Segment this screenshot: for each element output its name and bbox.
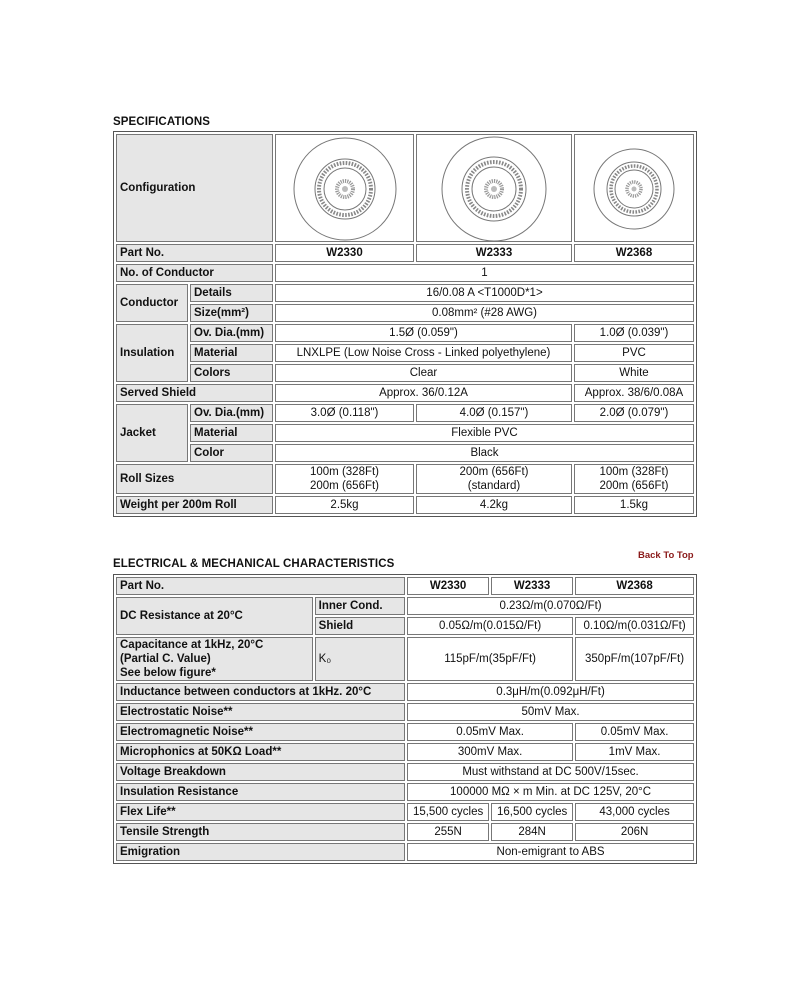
jacket-color-label: Color (190, 444, 273, 462)
flex-life-w2333: 16,500 cycles (491, 803, 573, 821)
k0-label: K₀ (315, 637, 405, 681)
capacitance-value-b: 350pF/m(107pF/Ft) (575, 637, 694, 681)
jacket-color-value: Black (275, 444, 694, 462)
capacitance-value-a: 115pF/m(35pF/Ft) (407, 637, 573, 681)
cable-cross-section-w2330 (275, 134, 414, 242)
inductance-value: 0.3μH/m(0.092μH/Ft) (407, 683, 694, 701)
microphonics-label: Microphonics at 50KΩ Load** (116, 743, 405, 761)
no-of-conductor-row (116, 264, 694, 282)
voltage-breakdown-row (116, 763, 694, 781)
capacitance-label-line2: (Partial C. Value) (120, 653, 211, 665)
electromagnetic-label: Electromagnetic Noise** (116, 723, 405, 741)
electrostatic-row (116, 703, 694, 721)
insulation-od-value-a: 1.5Ø (0.059") (275, 324, 572, 342)
microphonics-row (116, 743, 694, 761)
electromagnetic-row (116, 723, 694, 741)
configuration-label: Configuration (116, 134, 273, 242)
shield-value-a: 0.05Ω/m(0.015Ω/Ft) (407, 617, 573, 635)
flex-life-w2330: 15,500 cycles (407, 803, 489, 821)
electrostatic-label: Electrostatic Noise** (116, 703, 405, 721)
roll-sizes-w2333-line1: 200m (656Ft) (459, 466, 529, 478)
flex-life-row (116, 803, 694, 821)
no-of-conductor-label: No. of Conductor (116, 264, 273, 282)
insulation-od-label: Ov. Dia.(mm) (190, 324, 273, 342)
inner-cond-value: 0.23Ω/m(0.070Ω/Ft) (407, 597, 694, 615)
elec-part-no-label: Part No. (116, 577, 405, 595)
insulation-od-value-b: 1.0Ø (0.039") (574, 324, 694, 342)
capacitance-row (116, 637, 694, 681)
specifications-heading: SPECIFICATIONS (113, 116, 211, 128)
insulation-colors-label: Colors (190, 364, 273, 382)
back-to-top-link[interactable]: Back To Top (638, 550, 694, 561)
shield-value-b: 0.10Ω/m(0.031Ω/Ft) (575, 617, 694, 635)
cable-cross-section-w2333 (416, 134, 572, 242)
inductance-row (116, 683, 694, 701)
weight-row (116, 496, 694, 514)
jacket-od-label: Ov. Dia.(mm) (190, 404, 273, 422)
insulation-material-row (116, 344, 694, 362)
roll-sizes-w2368-line1: 100m (328Ft) (599, 466, 669, 478)
electrical-heading: ELECTRICAL & MECHANICAL CHARACTERISTICS (113, 558, 395, 570)
insulation-label: Insulation (116, 324, 188, 382)
tensile-strength-label: Tensile Strength (116, 823, 405, 841)
part-no-label: Part No. (116, 244, 273, 262)
capacitance-label-line1: Capacitance at 1kHz, 20°C (120, 639, 264, 651)
roll-sizes-w2333-line2: (standard) (467, 480, 521, 492)
roll-sizes-w2330 (275, 464, 414, 494)
insulation-resistance-label: Insulation Resistance (116, 783, 405, 801)
weight-w2333: 4.2kg (416, 496, 572, 514)
part-no-row (116, 244, 694, 262)
jacket-od-w2330: 3.0Ø (0.118") (275, 404, 414, 422)
electrostatic-value: 50mV Max. (407, 703, 694, 721)
served-shield-value-b: Approx. 38/6/0.08A (574, 384, 694, 402)
inductance-label: Inductance between conductors at 1kHz. 20°C (116, 683, 405, 701)
shield-label: Shield (315, 617, 405, 635)
electromagnetic-value-a: 0.05mV Max. (407, 723, 573, 741)
emigration-value: Non-emigrant to ABS (407, 843, 694, 861)
tensile-strength-row (116, 823, 694, 841)
served-shield-value-a: Approx. 36/0.12A (275, 384, 572, 402)
dc-resistance-inner-row (116, 597, 694, 615)
voltage-breakdown-label: Voltage Breakdown (116, 763, 405, 781)
insulation-resistance-row (116, 783, 694, 801)
insulation-resistance-value: 100000 MΩ × m Min. at DC 125V, 20°C (407, 783, 694, 801)
insulation-material-label: Material (190, 344, 273, 362)
roll-sizes-row (116, 464, 694, 494)
jacket-material-row (116, 424, 694, 442)
part-w2333: W2333 (416, 244, 572, 262)
weight-w2330: 2.5kg (275, 496, 414, 514)
roll-sizes-w2368-line2: 200m (656Ft) (599, 480, 669, 492)
capacitance-label (116, 637, 313, 681)
roll-sizes-label: Roll Sizes (116, 464, 273, 494)
size-label: Size(mm²) (190, 304, 273, 322)
details-label: Details (190, 284, 273, 302)
insulation-colors-value-a: Clear (275, 364, 572, 382)
jacket-color-row (116, 444, 694, 462)
voltage-breakdown-value: Must withstand at DC 500V/15sec. (407, 763, 694, 781)
cable-diagram-w2368-icon (584, 135, 684, 241)
no-of-conductor-value: 1 (275, 264, 694, 282)
jacket-material-label: Material (190, 424, 273, 442)
insulation-od-row (116, 324, 694, 342)
roll-sizes-w2330-line1: 100m (328Ft) (309, 466, 380, 478)
roll-sizes-w2330-line2: 200m (656Ft) (309, 480, 380, 492)
jacket-od-w2333: 4.0Ø (0.157") (416, 404, 572, 422)
served-shield-row (116, 384, 694, 402)
insulation-material-value-b: PVC (574, 344, 694, 362)
capacitance-label-line3: See below figure* (120, 667, 216, 679)
size-value: 0.08mm² (#28 AWG) (275, 304, 694, 322)
specifications-table (113, 131, 697, 517)
part-w2368: W2368 (574, 244, 694, 262)
emigration-label: Emigration (116, 843, 405, 861)
flex-life-w2368: 43,000 cycles (575, 803, 694, 821)
insulation-colors-row (116, 364, 694, 382)
roll-sizes-w2333 (416, 464, 572, 494)
part-w2330: W2330 (275, 244, 414, 262)
cable-cross-section-w2368 (574, 134, 694, 242)
conductor-details-row (116, 284, 694, 302)
conductor-size-row (116, 304, 694, 322)
tensile-w2330: 255N (407, 823, 489, 841)
insulation-material-value-a: LNXLPE (Low Noise Cross - Linked polyethylene) (275, 344, 572, 362)
served-shield-label: Served Shield (116, 384, 273, 402)
cable-diagram-w2330-icon (290, 135, 400, 241)
insulation-colors-value-b: White (574, 364, 694, 382)
weight-label: Weight per 200m Roll (116, 496, 273, 514)
cable-diagram-w2333-icon (424, 135, 564, 241)
tensile-w2333: 284N (491, 823, 573, 841)
roll-sizes-w2368 (574, 464, 694, 494)
tensile-w2368: 206N (575, 823, 694, 841)
flex-life-label: Flex Life** (116, 803, 405, 821)
elec-part-w2368: W2368 (575, 577, 694, 595)
elec-part-w2330: W2330 (407, 577, 489, 595)
elec-part-w2333: W2333 (491, 577, 573, 595)
weight-w2368: 1.5kg (574, 496, 694, 514)
microphonics-value-a: 300mV Max. (407, 743, 573, 761)
configuration-row (116, 134, 694, 242)
jacket-od-w2368: 2.0Ø (0.079") (574, 404, 694, 422)
jacket-od-row (116, 404, 694, 422)
dc-resistance-label: DC Resistance at 20°C (116, 597, 313, 635)
jacket-material-value: Flexible PVC (275, 424, 694, 442)
elec-part-no-row (116, 577, 694, 595)
details-value: 16/0.08 A <T1000D*1> (275, 284, 694, 302)
electromagnetic-value-b: 0.05mV Max. (575, 723, 694, 741)
emigration-row (116, 843, 694, 861)
electrical-table (113, 574, 697, 864)
conductor-label: Conductor (116, 284, 188, 322)
jacket-label: Jacket (116, 404, 188, 462)
inner-cond-label: Inner Cond. (315, 597, 405, 615)
microphonics-value-b: 1mV Max. (575, 743, 694, 761)
